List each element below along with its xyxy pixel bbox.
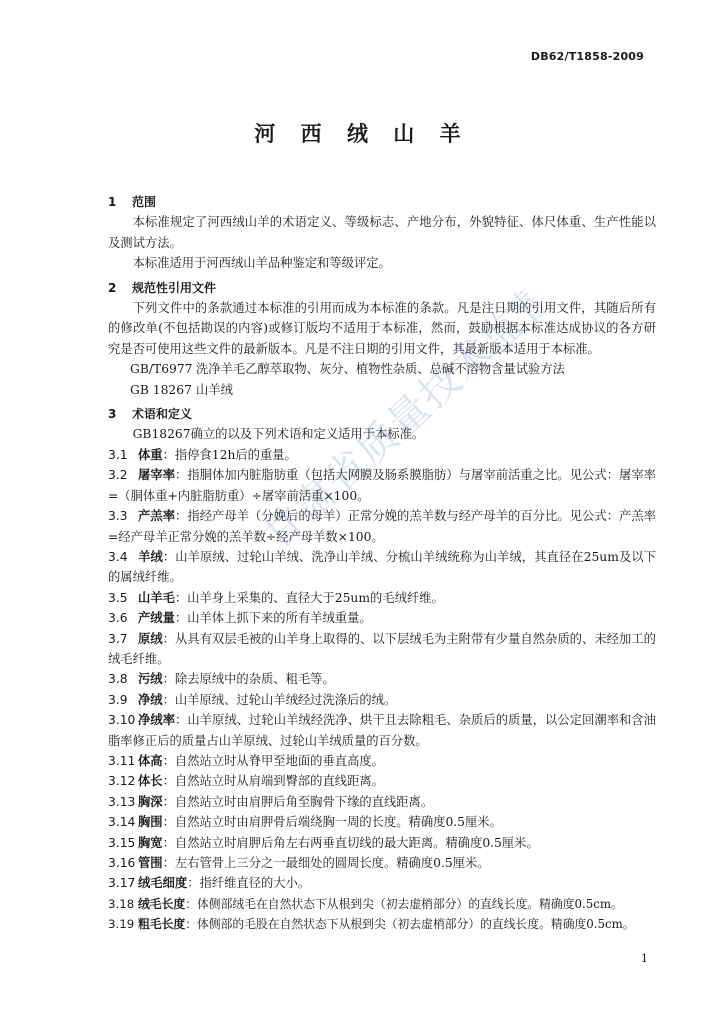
term-definition: ：除去原绒中的杂质、粗毛等。 [162, 672, 335, 687]
paragraph: 本标准适用于河西绒山羊品种鉴定和等级评定。 [132, 256, 391, 271]
page-number: 1 [641, 952, 648, 965]
term-number: 3.6 [108, 611, 128, 626]
reference-title: 洗净羊毛乙醇萃取物、灰分、植物性杂质、总碱不溶物含量试验方法 [196, 362, 565, 377]
paragraph: 本标准规定了河西绒山羊的术语定义、等级标志、产地分布，外貌特征、体尺体重、生产性能以及测试方法。 [108, 215, 656, 250]
section-number: 1 [108, 195, 117, 209]
term-definition: ：自然站立时肩胛后角左右两垂直切线的最大距离。精确度0.5厘米。 [162, 835, 539, 850]
term-entry [108, 873, 656, 893]
term-name: 体重 [138, 446, 163, 462]
section-title: 术语和定义 [132, 407, 193, 422]
term-entry [108, 465, 656, 506]
term-entry [108, 608, 656, 628]
section-number: 2 [108, 280, 117, 295]
term-entry [108, 792, 656, 812]
term-number: 3.19 [108, 917, 135, 932]
term-number: 3.9 [108, 692, 128, 707]
term-number: 3.2 [108, 468, 128, 483]
reference-item [108, 359, 656, 379]
term-definition: ：自然站立时从脊甲至地面的垂直高度。 [162, 753, 384, 768]
term-number: 3.14 [108, 815, 136, 830]
term-entry [108, 812, 656, 832]
term-number: 3.17 [108, 876, 136, 891]
term-definition: ：自然站立时由肩胛后角至胸骨下缘的直线距离。 [162, 794, 434, 809]
document-body [108, 188, 656, 935]
term-name: 绒毛细度 [138, 875, 188, 891]
term-number: 3.10 [108, 713, 136, 728]
watermark-text: 甘肃省质量技术监督局 [254, 279, 558, 559]
term-name: 胸围 [138, 814, 163, 830]
term-definition: ：山羊原绒、过轮山羊绒经过洗涤后的绒。 [162, 692, 397, 707]
term-name: 净绒率 [138, 712, 176, 728]
term-definition: ：山羊体上抓下来的所有羊绒重量。 [174, 611, 372, 626]
term-definition: ：自然站立时从肩端到臀部的直线距离。 [162, 774, 384, 789]
term-number: 3.18 [108, 896, 135, 911]
standard-code: DB62/T1858-2009 [530, 50, 644, 63]
term-entry [108, 751, 656, 771]
term-definition: ：山羊原绒、过轮山羊绒、洗净山羊绒、分梳山羊绒统称为山羊绒，其直径在25um及以下的属绒纤维。 [108, 549, 656, 585]
term-name: 山羊毛 [138, 589, 175, 605]
term-entry [108, 710, 656, 751]
term-entry [108, 853, 656, 873]
term-number: 3.13 [108, 794, 136, 809]
term-number: 3.7 [108, 631, 128, 646]
term-definition: ：指停食12h后的重量。 [162, 447, 297, 462]
term-entry [108, 833, 656, 853]
term-number: 3.3 [108, 509, 128, 524]
term-entry [108, 771, 656, 791]
term-entry [108, 669, 656, 689]
term-name: 体长 [138, 773, 163, 789]
term-definition: ：山羊原绒、过轮山羊绒经洗净、烘干且去除粗毛、杂质后的质量，以公定回潮率和含油脂率修正后的质量占山羊原绒、过轮山羊绒质量的百分数。 [108, 713, 656, 748]
reference-code: GB/T6977 [130, 362, 193, 377]
term-definition: ：左右管骨上三分之一最细处的圆周长度。精确度0.5厘米。 [162, 856, 490, 870]
term-entry [108, 588, 656, 608]
term-number: 3.5 [108, 590, 128, 605]
term-entry [108, 629, 656, 670]
paragraph: GB18267确立的以及下列术语和定义适用于本标准。 [132, 427, 425, 442]
term-number: 3.1 [108, 447, 128, 462]
section-heading-terms-definitions [108, 404, 656, 424]
section-number: 3 [108, 407, 117, 422]
term-definition: ：体侧部的毛股在自然状态下从根到尖（初去虚梢部分）的直线长度。精确度0.5cm。 [185, 917, 635, 932]
term-name: 屠宰率 [138, 467, 176, 483]
reference-title: 山羊绒 [196, 382, 233, 397]
term-entry [108, 690, 656, 710]
term-name: 原绒 [138, 630, 163, 646]
term-number: 3.11 [108, 753, 136, 768]
term-name: 胸宽 [138, 834, 163, 850]
term-name: 管围 [138, 855, 163, 870]
term-definition: ：从具有双层毛被的山羊身上取得的、以下层绒毛为主附带有少量自然杂质的、未经加工的绒毛纤维。 [108, 631, 656, 666]
term-entry [108, 914, 656, 934]
section-title: 规范性引用文件 [132, 280, 217, 295]
term-definition: ：自然站立时由肩胛骨后端绕胸一周的长度。精确度0.5厘米。 [162, 815, 502, 830]
term-number: 3.12 [108, 774, 136, 789]
term-name: 净绒 [138, 691, 163, 707]
term-entry [108, 445, 656, 465]
reference-code: GB 18267 [130, 382, 192, 397]
term-definition: ：指胴体加内脏脂肪重（包括大网膜及肠系膜脂肪）与屠宰前活重之比。见公式：屠宰率=（胴体重+内脏脂肪重）÷屠宰前活重×100。 [108, 468, 656, 503]
term-entry [108, 894, 656, 914]
term-name: 粗毛长度 [138, 917, 186, 932]
section-heading-normative-references [108, 278, 656, 298]
section-title: 范围 [132, 195, 157, 209]
term-definition: ：体侧部绒毛在自然状态下从根到尖（初去虚梢部分）的直线长度。精确度0.5cm。 [185, 896, 623, 911]
document-title: 河 西 绒 山 羊 [254, 121, 470, 146]
term-name: 产羔率 [138, 508, 176, 524]
term-definition: ：山羊身上采集的、直径大于25um的毛绒纤维。 [174, 590, 444, 605]
term-name: 污绒 [138, 671, 163, 687]
term-definition: ：指经产母羊（分娩后的母羊）正常分娩的羔羊数与经产母羊的百分比。见公式：产羔率=经产母羊正常分娩的羔羊数÷经产母羊数×100。 [108, 509, 656, 544]
term-entry [108, 506, 656, 547]
term-number: 3.15 [108, 835, 136, 850]
term-name: 羊绒 [138, 548, 163, 564]
term-entry [108, 547, 656, 588]
section-heading-scope [108, 192, 656, 212]
term-name: 绒毛长度 [138, 896, 186, 911]
term-number: 3.4 [108, 549, 128, 564]
term-name: 胸深 [138, 793, 163, 809]
term-number: 3.16 [108, 856, 136, 870]
term-name: 体高 [138, 752, 163, 768]
reference-item [108, 380, 656, 400]
term-definition: ：指纤维直径的大小。 [187, 876, 311, 891]
term-number: 3.8 [108, 672, 128, 687]
term-name: 产绒量 [138, 610, 175, 626]
paragraph: 下列文件中的条款通过本标准的引用而成为本标准的条款。凡是注日期的引用文件，其随后所有的修改单(不包括勘误的内容)或修订版均不适用于本标准，然而，鼓励根据本标准达成协议的各方研究是否可使用这些文件的最新版本。凡是不注日期的引用文件，其最新版本适用于本标准。 [108, 301, 656, 356]
